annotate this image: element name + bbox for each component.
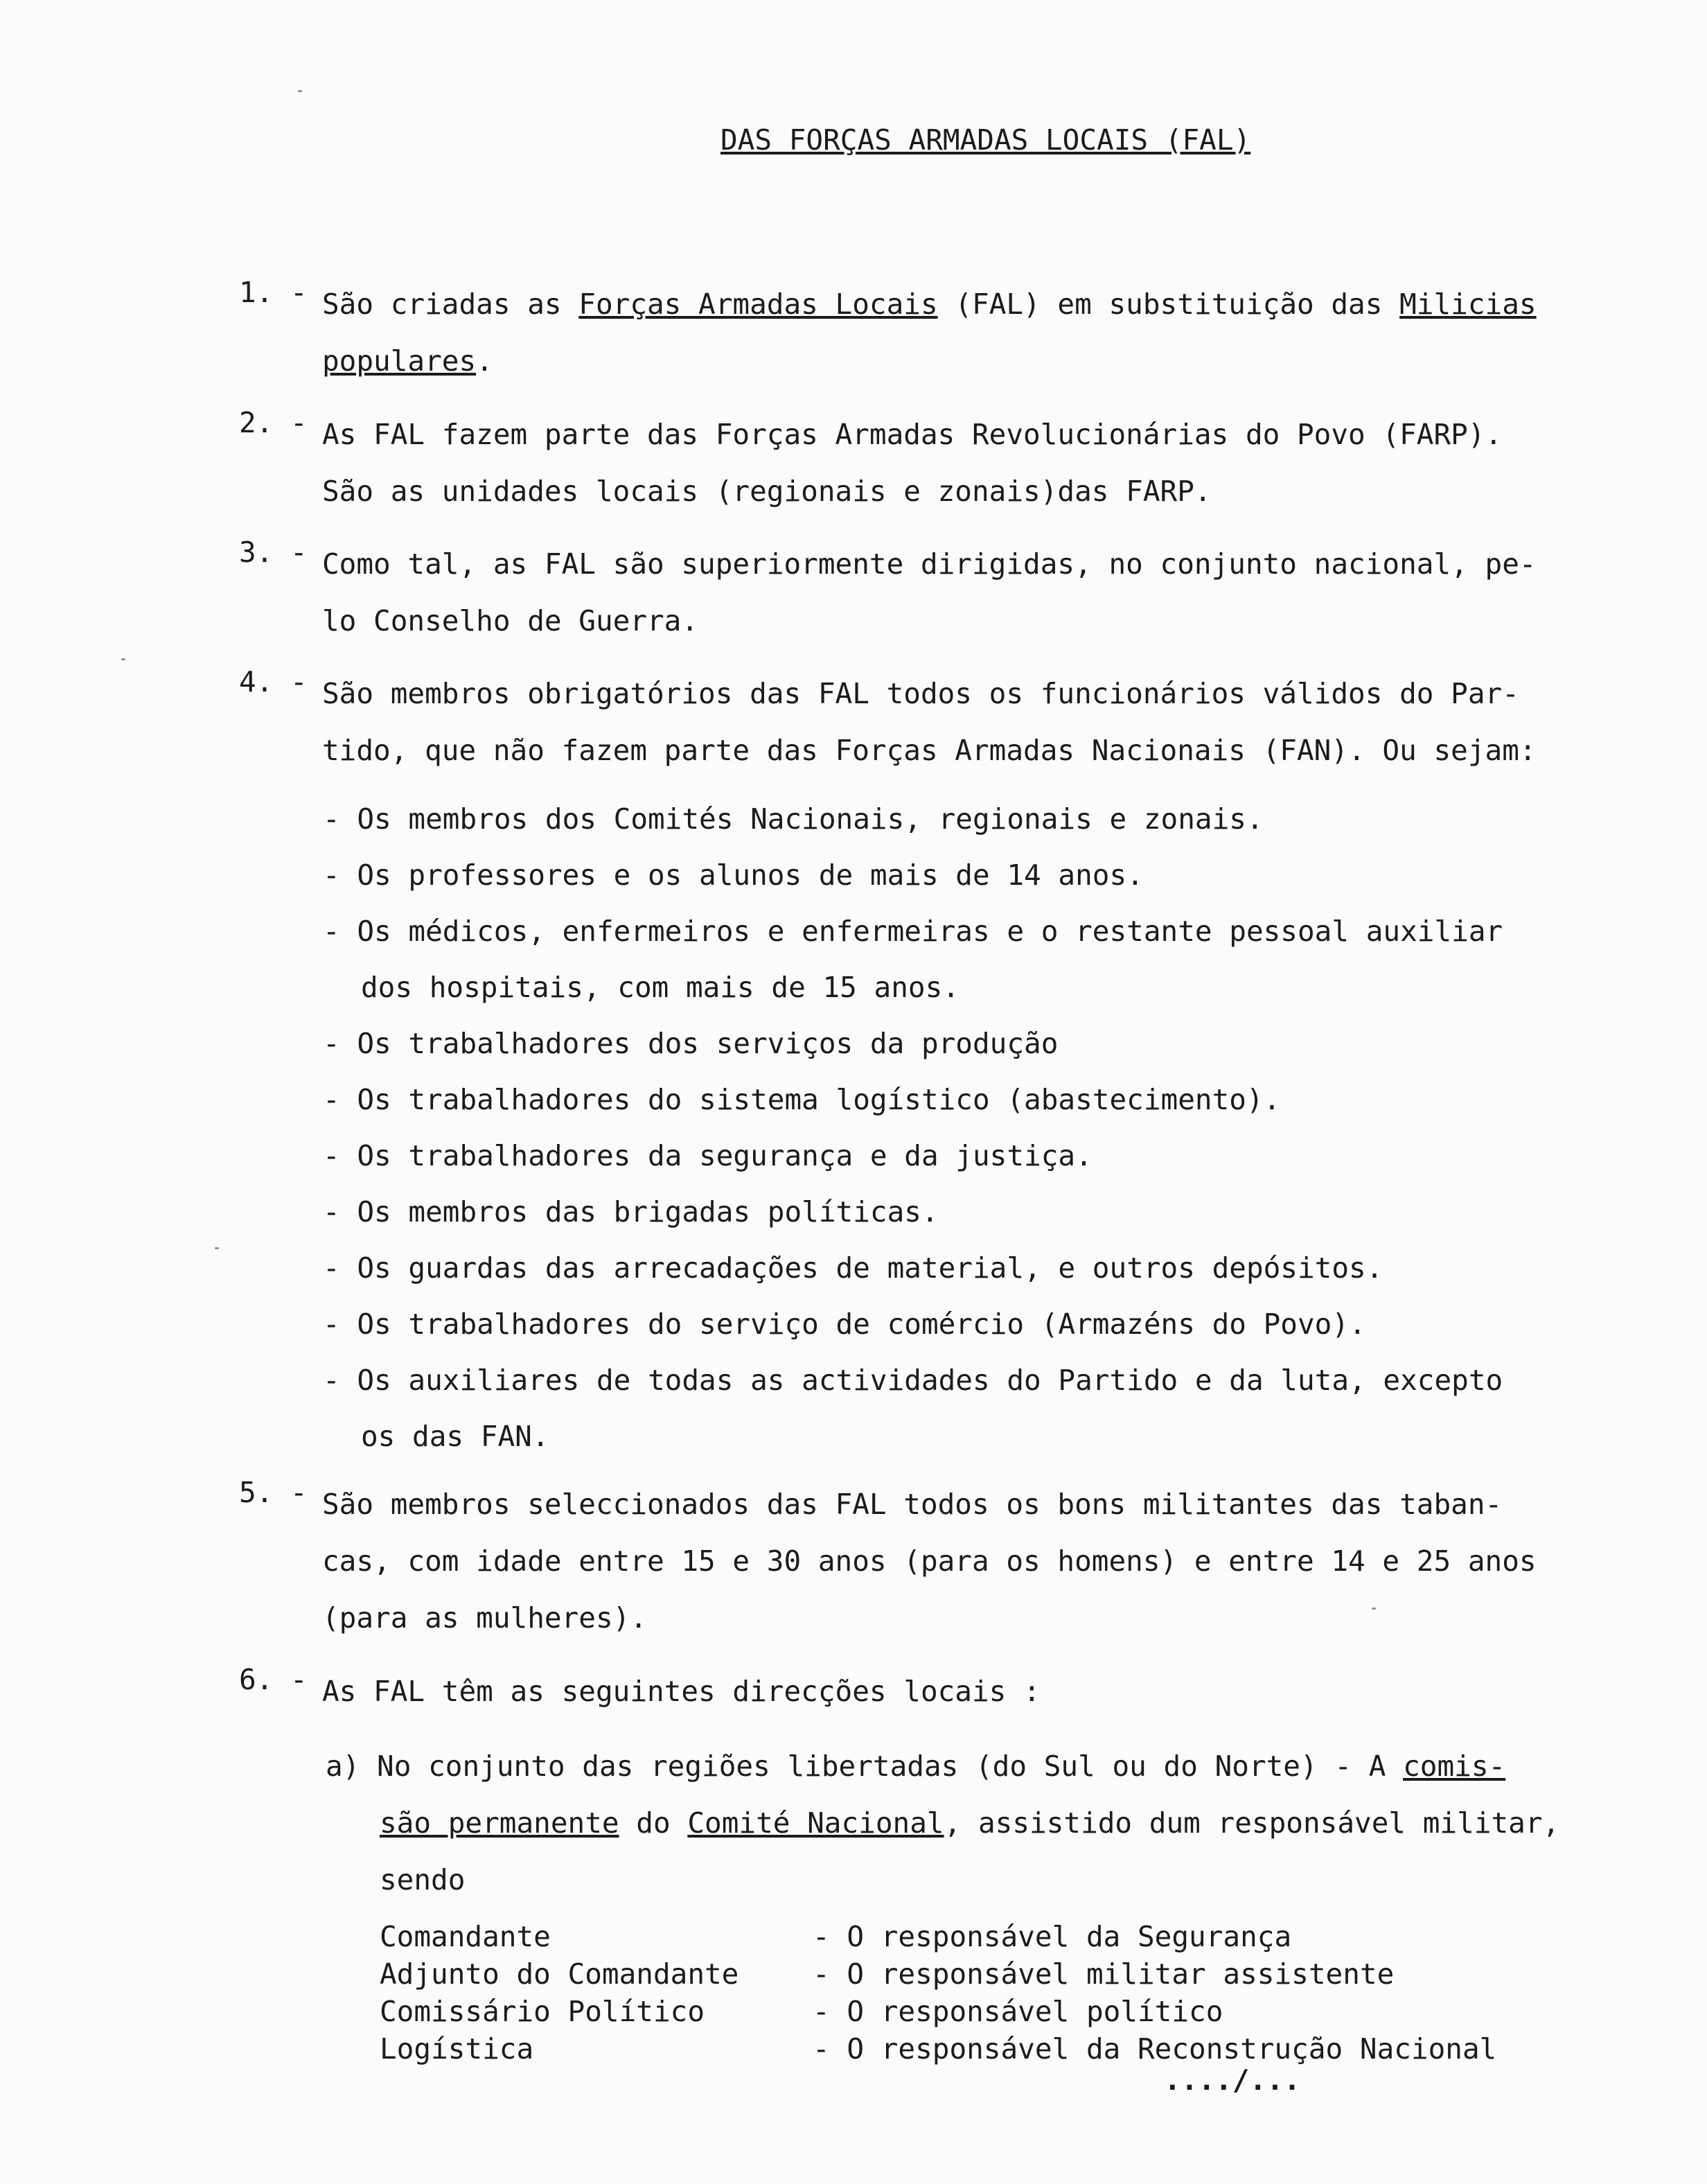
item-line bbox=[322, 463, 1555, 520]
item-line bbox=[322, 276, 1555, 333]
item-number: 1. - bbox=[239, 276, 308, 309]
member-item-continuation: os das FAN. bbox=[361, 1420, 549, 1453]
item-2 bbox=[239, 406, 1555, 520]
item-6a bbox=[326, 1738, 1573, 1908]
item-number: 6. - bbox=[239, 1663, 308, 1696]
page-title: DAS FORÇAS ARMADAS LOCAIS (FAL) bbox=[720, 123, 1251, 157]
item-6a-line bbox=[326, 1795, 1573, 1851]
underlined-term: Comité Nacional bbox=[687, 1806, 944, 1840]
role-row bbox=[380, 1993, 1557, 2030]
text-run: sendo bbox=[380, 1863, 466, 1896]
member-item: - Os guardas das arrecadações de material, e outros depósitos. bbox=[323, 1251, 1383, 1285]
continued-marker: ..../... bbox=[1164, 2063, 1301, 2097]
text-run: tido, que não fazem parte das Forças Armadas Nacionais (FAN). Ou sejam: bbox=[322, 734, 1537, 767]
paper-speck bbox=[298, 90, 302, 92]
member-item: - Os membros dos Comités Nacionais, regionais e zonais. bbox=[323, 802, 1264, 836]
text-run: lo Conselho de Guerra. bbox=[322, 604, 699, 637]
member-item: - Os membros das brigadas políticas. bbox=[323, 1195, 939, 1228]
item-6 bbox=[239, 1663, 1555, 1720]
text-run: a) No conjunto das regiões libertadas (do Sul ou do Norte) - A bbox=[326, 1750, 1404, 1783]
role-row bbox=[380, 2030, 1557, 2068]
item-line: As FAL têm as seguintes direcções locais : bbox=[322, 1675, 1041, 1708]
paper-speck bbox=[1372, 1608, 1376, 1610]
item-line bbox=[322, 333, 1555, 389]
role-value: - O responsável político bbox=[813, 1995, 1223, 2028]
item-1 bbox=[239, 276, 1555, 389]
paper-speck bbox=[215, 1247, 219, 1249]
member-item-continuation: dos hospitais, com mais de 15 anos. bbox=[361, 971, 959, 1004]
item-5 bbox=[239, 1476, 1555, 1646]
role-value: - O responsável da Segurança bbox=[813, 1920, 1292, 1953]
member-item: - Os professores e os alunos de mais de 14 anos. bbox=[323, 858, 1144, 892]
member-item: - Os trabalhadores do sistema logístico (abastecimento). bbox=[323, 1083, 1281, 1116]
text-run: São criadas as bbox=[322, 288, 579, 321]
item-line: São membros seleccionados das FAL todos os bons militantes das taban- bbox=[322, 1488, 1503, 1521]
underlined-term: Milicias bbox=[1399, 288, 1537, 321]
member-item: - Os médicos, enfermeiros e enfermeiras e o restante pessoal auxiliar bbox=[323, 915, 1503, 948]
members-list bbox=[323, 791, 1570, 1465]
item-6a-line bbox=[326, 1738, 1573, 1795]
text-run: . bbox=[476, 344, 493, 378]
paper-speck bbox=[121, 658, 125, 660]
item-number: 2. - bbox=[239, 406, 308, 439]
item-6a-line bbox=[326, 1851, 1573, 1908]
role-name: Logística bbox=[380, 2032, 534, 2066]
member-item: - Os trabalhadores do serviço de comércio (Armazéns do Povo). bbox=[323, 1307, 1366, 1341]
text-run: (FAL) em substituição das bbox=[937, 288, 1400, 321]
roles-table bbox=[380, 1918, 1557, 2068]
item-line bbox=[322, 406, 1555, 463]
role-value: - O responsável da Reconstrução Nacional bbox=[813, 2032, 1497, 2066]
text-run: As FAL fazem parte das Forças Armadas Revolucionárias do Povo (FARP). bbox=[322, 418, 1503, 451]
role-name: Comandante bbox=[380, 1920, 551, 1953]
member-item: - Os trabalhadores dos serviços da produção bbox=[323, 1027, 1059, 1060]
underlined-term: Forças Armadas Locais bbox=[578, 288, 938, 321]
underlined-term: populares bbox=[322, 344, 477, 378]
item-3 bbox=[239, 536, 1555, 649]
item-line bbox=[322, 722, 1555, 779]
item-line bbox=[322, 665, 1555, 722]
item-line bbox=[322, 536, 1555, 592]
role-row bbox=[380, 1955, 1557, 1993]
underlined-term: são permanente bbox=[380, 1806, 619, 1840]
item-line: cas, com idade entre 15 e 30 anos (para os homens) e entre 14 e 25 anos bbox=[322, 1544, 1537, 1578]
text-run: do bbox=[619, 1806, 688, 1840]
item-4 bbox=[239, 665, 1555, 779]
role-row bbox=[380, 1918, 1557, 1955]
item-line bbox=[322, 592, 1555, 649]
role-name: Adjunto do Comandante bbox=[380, 1957, 739, 1991]
member-item: - Os trabalhadores da segurança e da justiça. bbox=[323, 1139, 1093, 1172]
item-number: 3. - bbox=[239, 536, 308, 569]
item-line: (para as mulheres). bbox=[322, 1601, 647, 1635]
member-item: - Os auxiliares de todas as actividades do Partido e da luta, excepto bbox=[323, 1364, 1503, 1397]
text-run: São membros obrigatórios das FAL todos os funcionários válidos do Par- bbox=[322, 677, 1519, 710]
item-number: 5. - bbox=[239, 1476, 308, 1509]
text-run: São as unidades locais (regionais e zonais)das FARP. bbox=[322, 475, 1212, 508]
role-value: - O responsável militar assistente bbox=[813, 1957, 1395, 1991]
text-run: Como tal, as FAL são superiormente dirigidas, no conjunto nacional, pe- bbox=[322, 547, 1537, 581]
text-run: , assistido dum responsável militar, bbox=[944, 1806, 1560, 1840]
role-name: Comissário Político bbox=[380, 1995, 705, 2028]
underlined-term: comis- bbox=[1403, 1750, 1506, 1783]
item-number: 4. - bbox=[239, 665, 308, 698]
